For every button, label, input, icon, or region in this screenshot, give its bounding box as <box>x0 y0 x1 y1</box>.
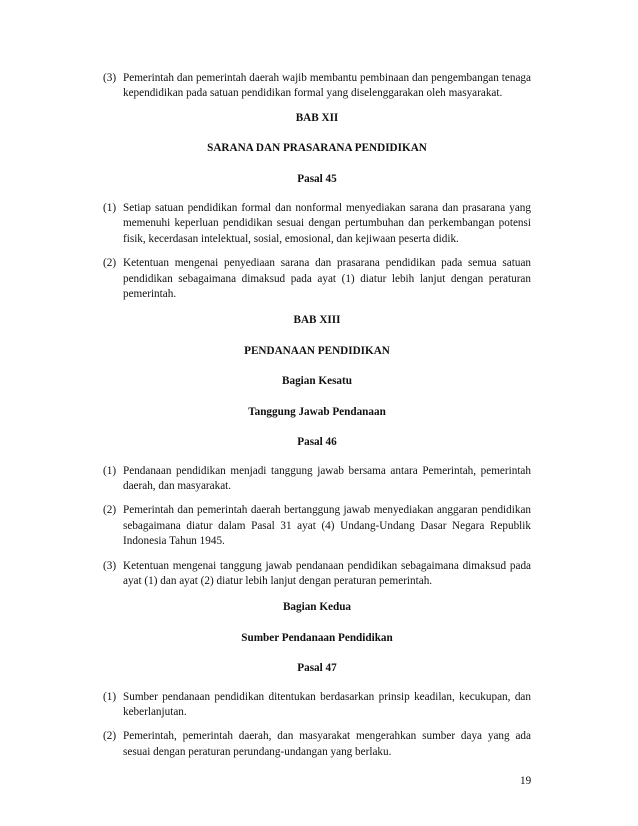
item-number: (3) <box>103 72 117 84</box>
item-number: (1) <box>103 202 117 215</box>
item-1-sarana <box>103 201 531 247</box>
item-text: Pemerintah dan pemerintah daerah wajib membantu pembinaan dan pengembangan tenaga kependidikan pada satuan pendidikan formal yang diselenggarakan oleh masyarakat. <box>123 72 531 100</box>
item-text: Sumber pendanaan pendidikan ditentukan berdasarkan prinsip keadilan, kecukupan, dan keberlanjutan. <box>123 690 531 718</box>
page-content <box>103 71 531 760</box>
item-text: Setiap satuan pendidikan formal dan nonformal menyediakan sarana dan prasarana yang memenuhi keperluan pendidikan sesuai dengan pertumbuhan dan perkembangan potensi fisik, kecerdasan intelektual, sosial, emosional, dan kejiwaan peserta didik. <box>123 202 531 245</box>
section-heading: Bagian Kesatu <box>282 375 352 388</box>
item-1-sumber <box>103 690 531 721</box>
item-number: (2) <box>103 257 117 270</box>
chapter-heading: BAB XIII <box>293 314 341 327</box>
item-3-ketentuan-pendanaan <box>103 559 531 590</box>
item-number: (3) <box>103 559 117 572</box>
item-text: Ketentuan mengenai tanggung jawab pendanaan pendidikan sebagaimana dimaksud pada ayat (1) dan ayat (2) diatur lebih lanjut dengan peraturan pemerintah. <box>123 559 531 587</box>
article-heading: Pasal 46 <box>297 436 337 449</box>
item-text: Pendanaan pendidikan menjadi tanggung jawab bersama antara Pemerintah, pemerintah daerah, dan masyarakat. <box>123 464 531 492</box>
item-text: Pemerintah dan pemerintah daerah bertanggung jawab menyediakan anggaran pendidikan sebagaimana diatur dalam Pasal 31 ayat (4) Undang-Undang Dasar Negara Republik Indonesia Tahun 1945. <box>123 504 531 548</box>
item-1-pendanaan <box>103 464 531 495</box>
item-2-anggaran <box>103 503 531 549</box>
item-number: (1) <box>103 464 117 477</box>
article-heading: Pasal 45 <box>297 172 337 185</box>
item-2-ketentuan-sarana <box>103 256 531 302</box>
section-heading: Bagian Kedua <box>282 601 352 614</box>
item-text: Pemerintah, pemerintah daerah, dan masyarakat mengerahkan sumber daya yang ada sesuai dengan peraturan perundang-undangan yang berlaku. <box>123 730 531 758</box>
chapter-title: SARANA DAN PRASARANA PENDIDIKAN <box>207 142 427 155</box>
item-number: (2) <box>103 504 117 517</box>
article-heading: Pasal 47 <box>297 662 337 675</box>
page-number: 19 <box>520 775 532 787</box>
section-title: Tanggung Jawab Pendanaan <box>248 405 386 418</box>
chapter-title: PENDANAAN PENDIDIKAN <box>244 344 390 357</box>
item-number: (1) <box>103 690 117 703</box>
item-number: (2) <box>103 730 117 743</box>
chapter-heading: BAB XII <box>295 111 339 124</box>
item-2-sumber-daya <box>103 729 531 760</box>
item-text: Ketentuan mengenai penyediaan sarana dan prasarana pendidikan pada semua satuan pendidikan sebagaimana dimaksud pada ayat (1) diatur lebih lanjut dengan peraturan pemerintah. <box>123 257 531 301</box>
section-title: Sumber Pendanaan Pendidikan <box>241 631 393 644</box>
item-3-pembinaan <box>103 71 531 102</box>
